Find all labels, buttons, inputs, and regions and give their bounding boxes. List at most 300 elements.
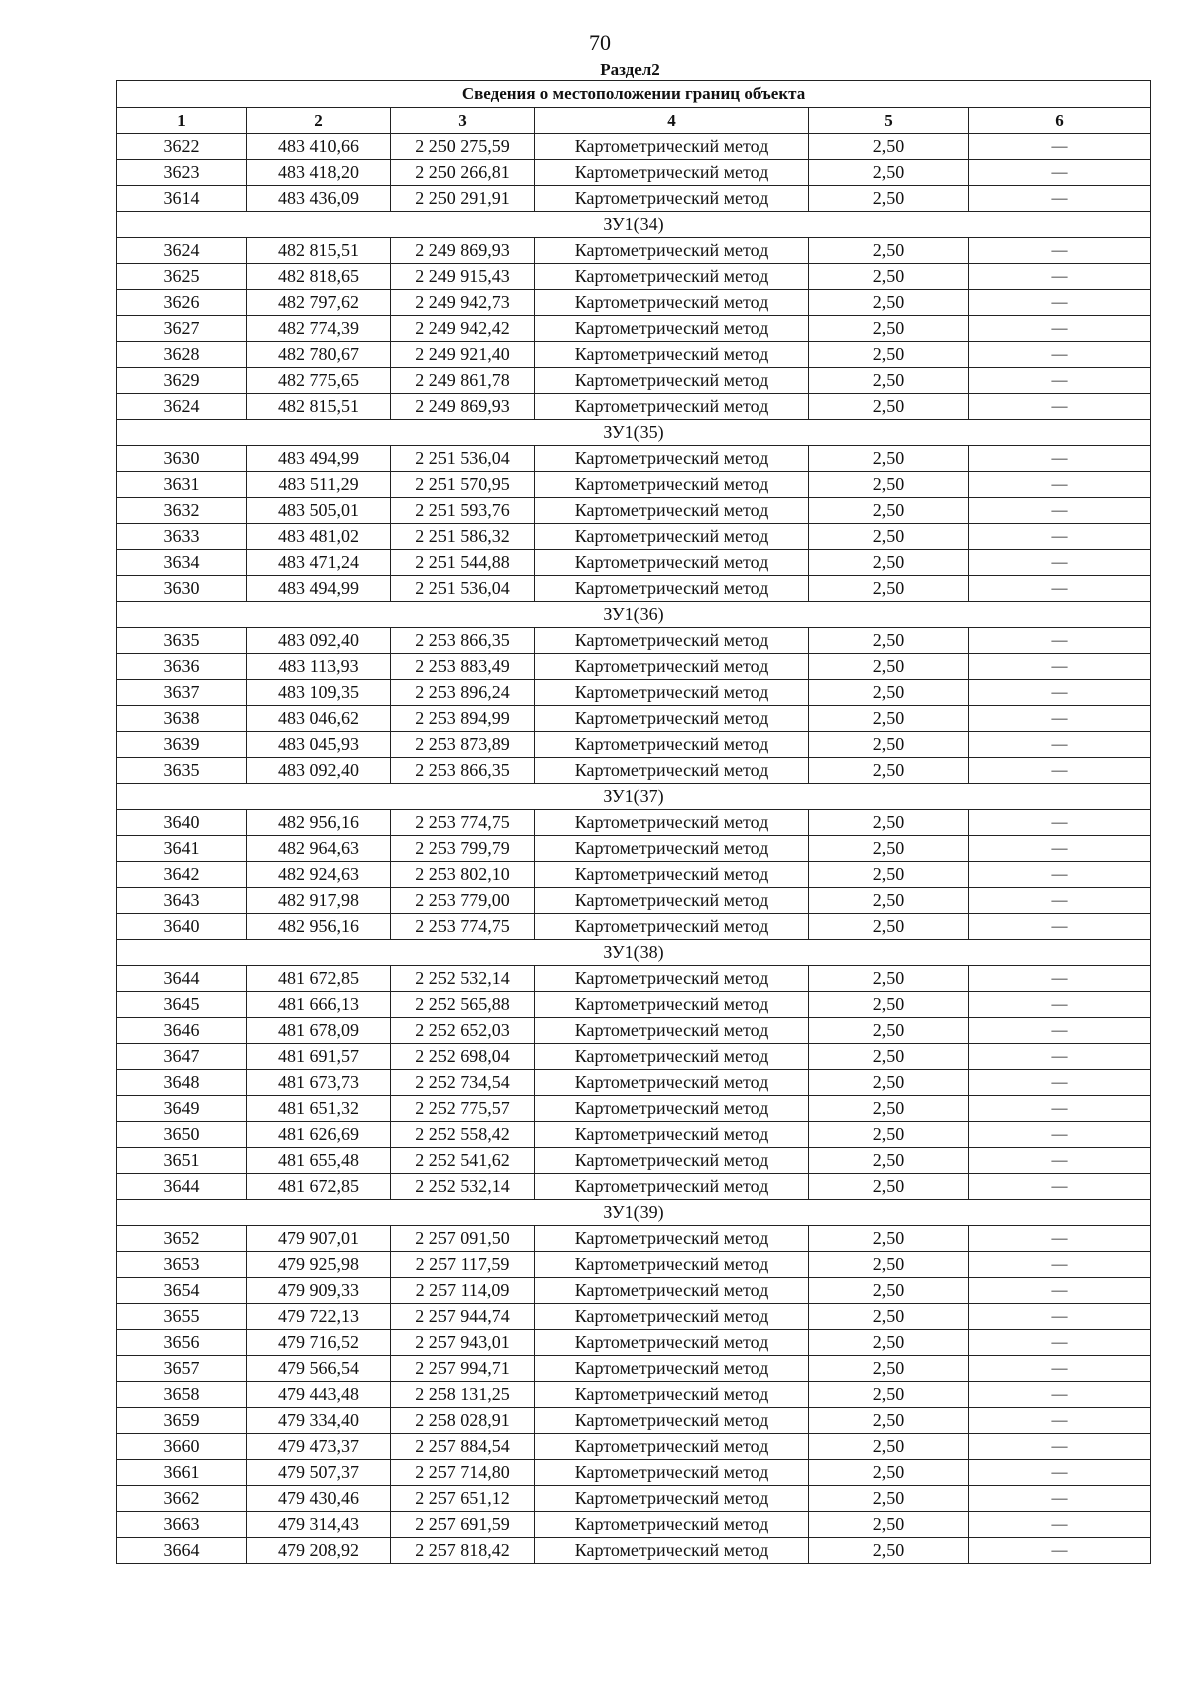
- description-cell: —: [969, 1096, 1151, 1122]
- y-coordinate-cell: 2 253 774,75: [391, 914, 535, 940]
- x-coordinate-cell: 482 797,62: [247, 290, 391, 316]
- table-row: [117, 1382, 1151, 1408]
- accuracy-cell: 2,50: [809, 758, 969, 784]
- point-number-cell: 3614: [117, 186, 247, 212]
- method-cell: Картометрический метод: [535, 446, 809, 472]
- table-row: [117, 186, 1151, 212]
- method-cell: Картометрический метод: [535, 628, 809, 654]
- x-coordinate-cell: 482 815,51: [247, 238, 391, 264]
- accuracy-cell: 2,50: [809, 1460, 969, 1486]
- point-number-cell: 3645: [117, 992, 247, 1018]
- method-cell: Картометрический метод: [535, 134, 809, 160]
- y-coordinate-cell: 2 249 869,93: [391, 394, 535, 420]
- method-cell: Картометрический метод: [535, 1096, 809, 1122]
- accuracy-cell: 2,50: [809, 836, 969, 862]
- point-number-cell: 3664: [117, 1538, 247, 1564]
- y-coordinate-cell: 2 257 714,80: [391, 1460, 535, 1486]
- accuracy-cell: 2,50: [809, 524, 969, 550]
- table-caption: Сведения о местоположении границ объекта: [117, 81, 1151, 108]
- point-number-cell: 3623: [117, 160, 247, 186]
- y-coordinate-cell: 2 249 942,42: [391, 316, 535, 342]
- y-coordinate-cell: 2 258 028,91: [391, 1408, 535, 1434]
- point-number-cell: 3644: [117, 1174, 247, 1200]
- description-cell: —: [969, 1148, 1151, 1174]
- description-cell: —: [969, 914, 1151, 940]
- point-number-cell: 3662: [117, 1486, 247, 1512]
- table-row: [117, 758, 1151, 784]
- method-cell: Картометрический метод: [535, 264, 809, 290]
- method-cell: Картометрический метод: [535, 368, 809, 394]
- description-cell: —: [969, 394, 1151, 420]
- point-number-cell: 3625: [117, 264, 247, 290]
- method-cell: Картометрический метод: [535, 1356, 809, 1382]
- description-cell: —: [969, 680, 1151, 706]
- point-number-cell: 3656: [117, 1330, 247, 1356]
- method-cell: Картометрический метод: [535, 732, 809, 758]
- method-cell: Картометрический метод: [535, 1044, 809, 1070]
- x-coordinate-cell: 481 672,85: [247, 1174, 391, 1200]
- accuracy-cell: 2,50: [809, 1044, 969, 1070]
- description-cell: —: [969, 966, 1151, 992]
- description-cell: —: [969, 160, 1151, 186]
- y-coordinate-cell: 2 249 942,73: [391, 290, 535, 316]
- description-cell: —: [969, 186, 1151, 212]
- x-coordinate-cell: 481 651,32: [247, 1096, 391, 1122]
- x-coordinate-cell: 483 109,35: [247, 680, 391, 706]
- method-cell: Картометрический метод: [535, 758, 809, 784]
- description-cell: —: [969, 654, 1151, 680]
- method-cell: Картометрический метод: [535, 238, 809, 264]
- method-cell: Картометрический метод: [535, 342, 809, 368]
- table-row: [117, 1018, 1151, 1044]
- accuracy-cell: 2,50: [809, 1304, 969, 1330]
- section-title: Раздел2: [600, 60, 660, 79]
- x-coordinate-cell: 481 655,48: [247, 1148, 391, 1174]
- table-caption-row: [117, 81, 1151, 108]
- method-cell: Картометрический метод: [535, 472, 809, 498]
- x-coordinate-cell: 482 917,98: [247, 888, 391, 914]
- table-row: [117, 1278, 1151, 1304]
- description-cell: —: [969, 1330, 1151, 1356]
- description-cell: —: [969, 1226, 1151, 1252]
- table-row: [117, 1356, 1151, 1382]
- description-cell: —: [969, 1434, 1151, 1460]
- point-number-cell: 3659: [117, 1408, 247, 1434]
- description-cell: —: [969, 316, 1151, 342]
- description-cell: —: [969, 1486, 1151, 1512]
- point-number-cell: 3640: [117, 810, 247, 836]
- method-cell: Картометрический метод: [535, 1382, 809, 1408]
- method-cell: Картометрический метод: [535, 1070, 809, 1096]
- description-cell: —: [969, 1252, 1151, 1278]
- description-cell: —: [969, 1538, 1151, 1564]
- x-coordinate-cell: 482 818,65: [247, 264, 391, 290]
- description-cell: —: [969, 1408, 1151, 1434]
- group-row: [117, 940, 1151, 966]
- table-row: [117, 1408, 1151, 1434]
- x-coordinate-cell: 481 626,69: [247, 1122, 391, 1148]
- table-row: [117, 1460, 1151, 1486]
- method-cell: Картометрический метод: [535, 1226, 809, 1252]
- x-coordinate-cell: 483 481,02: [247, 524, 391, 550]
- method-cell: Картометрический метод: [535, 1408, 809, 1434]
- method-cell: Картометрический метод: [535, 1252, 809, 1278]
- table-row: [117, 1304, 1151, 1330]
- x-coordinate-cell: 483 045,93: [247, 732, 391, 758]
- x-coordinate-cell: 482 774,39: [247, 316, 391, 342]
- table-row: [117, 1538, 1151, 1564]
- accuracy-cell: 2,50: [809, 706, 969, 732]
- x-coordinate-cell: 481 678,09: [247, 1018, 391, 1044]
- x-coordinate-cell: 482 924,63: [247, 862, 391, 888]
- x-coordinate-cell: 479 566,54: [247, 1356, 391, 1382]
- table-row: [117, 1226, 1151, 1252]
- accuracy-cell: 2,50: [809, 732, 969, 758]
- x-coordinate-cell: 483 046,62: [247, 706, 391, 732]
- method-cell: Картометрический метод: [535, 186, 809, 212]
- method-cell: Картометрический метод: [535, 1486, 809, 1512]
- accuracy-cell: 2,50: [809, 680, 969, 706]
- point-number-cell: 3630: [117, 446, 247, 472]
- y-coordinate-cell: 2 258 131,25: [391, 1382, 535, 1408]
- table-row: [117, 1434, 1151, 1460]
- description-cell: —: [969, 836, 1151, 862]
- point-number-cell: 3635: [117, 628, 247, 654]
- table-row: [117, 1252, 1151, 1278]
- point-number-cell: 3650: [117, 1122, 247, 1148]
- method-cell: Картометрический метод: [535, 992, 809, 1018]
- accuracy-cell: 2,50: [809, 1330, 969, 1356]
- point-number-cell: 3654: [117, 1278, 247, 1304]
- x-coordinate-cell: 479 430,46: [247, 1486, 391, 1512]
- table-row: [117, 446, 1151, 472]
- x-coordinate-cell: 479 473,37: [247, 1434, 391, 1460]
- y-coordinate-cell: 2 253 802,10: [391, 862, 535, 888]
- y-coordinate-cell: 2 253 883,49: [391, 654, 535, 680]
- description-cell: —: [969, 1174, 1151, 1200]
- y-coordinate-cell: 2 252 532,14: [391, 1174, 535, 1200]
- description-cell: —: [969, 264, 1151, 290]
- description-cell: —: [969, 524, 1151, 550]
- point-number-cell: 3634: [117, 550, 247, 576]
- point-number-cell: 3657: [117, 1356, 247, 1382]
- accuracy-cell: 2,50: [809, 446, 969, 472]
- y-coordinate-cell: 2 252 558,42: [391, 1122, 535, 1148]
- description-cell: —: [969, 1070, 1151, 1096]
- point-number-cell: 3633: [117, 524, 247, 550]
- table-row: [117, 550, 1151, 576]
- page-number: 70: [589, 30, 611, 55]
- accuracy-cell: 2,50: [809, 914, 969, 940]
- table-row: [117, 680, 1151, 706]
- y-coordinate-cell: 2 252 652,03: [391, 1018, 535, 1044]
- point-number-cell: 3647: [117, 1044, 247, 1070]
- description-cell: —: [969, 498, 1151, 524]
- description-cell: —: [969, 758, 1151, 784]
- x-coordinate-cell: 482 780,67: [247, 342, 391, 368]
- table-row: [117, 966, 1151, 992]
- x-coordinate-cell: 483 494,99: [247, 576, 391, 602]
- method-cell: Картометрический метод: [535, 160, 809, 186]
- x-coordinate-cell: 483 471,24: [247, 550, 391, 576]
- method-cell: Картометрический метод: [535, 888, 809, 914]
- point-number-cell: 3639: [117, 732, 247, 758]
- y-coordinate-cell: 2 252 775,57: [391, 1096, 535, 1122]
- table-row: [117, 914, 1151, 940]
- point-number-cell: 3661: [117, 1460, 247, 1486]
- y-coordinate-cell: 2 253 894,99: [391, 706, 535, 732]
- accuracy-cell: 2,50: [809, 966, 969, 992]
- description-cell: —: [969, 992, 1151, 1018]
- x-coordinate-cell: 482 815,51: [247, 394, 391, 420]
- table-row: [117, 992, 1151, 1018]
- y-coordinate-cell: 2 249 915,43: [391, 264, 535, 290]
- accuracy-cell: 2,50: [809, 394, 969, 420]
- point-number-cell: 3653: [117, 1252, 247, 1278]
- accuracy-cell: 2,50: [809, 810, 969, 836]
- x-coordinate-cell: 479 208,92: [247, 1538, 391, 1564]
- accuracy-cell: 2,50: [809, 1408, 969, 1434]
- table-row: [117, 654, 1151, 680]
- method-cell: Картометрический метод: [535, 966, 809, 992]
- group-label: ЗУ1(34): [117, 212, 1151, 238]
- y-coordinate-cell: 2 250 291,91: [391, 186, 535, 212]
- y-coordinate-cell: 2 252 532,14: [391, 966, 535, 992]
- table-row: [117, 134, 1151, 160]
- table-row: [117, 576, 1151, 602]
- method-cell: Картометрический метод: [535, 1434, 809, 1460]
- group-row: [117, 212, 1151, 238]
- method-cell: Картометрический метод: [535, 1122, 809, 1148]
- group-row: [117, 784, 1151, 810]
- description-cell: —: [969, 446, 1151, 472]
- point-number-cell: 3638: [117, 706, 247, 732]
- x-coordinate-cell: 481 666,13: [247, 992, 391, 1018]
- group-label: ЗУ1(35): [117, 420, 1151, 446]
- table-row: [117, 342, 1151, 368]
- description-cell: —: [969, 576, 1151, 602]
- method-cell: Картометрический метод: [535, 576, 809, 602]
- x-coordinate-cell: 482 775,65: [247, 368, 391, 394]
- method-cell: Картометрический метод: [535, 524, 809, 550]
- table-row: [117, 628, 1151, 654]
- table-row: [117, 1044, 1151, 1070]
- x-coordinate-cell: 483 113,93: [247, 654, 391, 680]
- accuracy-cell: 2,50: [809, 1122, 969, 1148]
- x-coordinate-cell: 479 334,40: [247, 1408, 391, 1434]
- accuracy-cell: 2,50: [809, 368, 969, 394]
- accuracy-cell: 2,50: [809, 186, 969, 212]
- accuracy-cell: 2,50: [809, 134, 969, 160]
- point-number-cell: 3640: [117, 914, 247, 940]
- x-coordinate-cell: 479 716,52: [247, 1330, 391, 1356]
- x-coordinate-cell: 479 907,01: [247, 1226, 391, 1252]
- column-header: 5: [809, 108, 969, 134]
- accuracy-cell: 2,50: [809, 1070, 969, 1096]
- point-number-cell: 3660: [117, 1434, 247, 1460]
- table-row: [117, 368, 1151, 394]
- y-coordinate-cell: 2 249 921,40: [391, 342, 535, 368]
- x-coordinate-cell: 483 410,66: [247, 134, 391, 160]
- x-coordinate-cell: 481 691,57: [247, 1044, 391, 1070]
- y-coordinate-cell: 2 253 799,79: [391, 836, 535, 862]
- point-number-cell: 3651: [117, 1148, 247, 1174]
- table-row: [117, 810, 1151, 836]
- x-coordinate-cell: 483 092,40: [247, 628, 391, 654]
- method-cell: Картометрический метод: [535, 680, 809, 706]
- method-cell: Картометрический метод: [535, 1278, 809, 1304]
- description-cell: —: [969, 134, 1151, 160]
- group-label: ЗУ1(39): [117, 1200, 1151, 1226]
- column-header: 2: [247, 108, 391, 134]
- y-coordinate-cell: 2 257 818,42: [391, 1538, 535, 1564]
- method-cell: Картометрический метод: [535, 498, 809, 524]
- accuracy-cell: 2,50: [809, 628, 969, 654]
- point-number-cell: 3649: [117, 1096, 247, 1122]
- description-cell: —: [969, 732, 1151, 758]
- table-row: [117, 1148, 1151, 1174]
- description-cell: —: [969, 810, 1151, 836]
- method-cell: Картометрический метод: [535, 1148, 809, 1174]
- point-number-cell: 3658: [117, 1382, 247, 1408]
- description-cell: —: [969, 1278, 1151, 1304]
- table-row: [117, 1070, 1151, 1096]
- accuracy-cell: 2,50: [809, 992, 969, 1018]
- point-number-cell: 3652: [117, 1226, 247, 1252]
- point-number-cell: 3642: [117, 862, 247, 888]
- point-number-cell: 3628: [117, 342, 247, 368]
- point-number-cell: 3635: [117, 758, 247, 784]
- y-coordinate-cell: 2 257 944,74: [391, 1304, 535, 1330]
- method-cell: Картометрический метод: [535, 862, 809, 888]
- y-coordinate-cell: 2 253 866,35: [391, 628, 535, 654]
- method-cell: Картометрический метод: [535, 836, 809, 862]
- table-row: [117, 1330, 1151, 1356]
- x-coordinate-cell: 482 956,16: [247, 810, 391, 836]
- column-header-row: [117, 108, 1151, 134]
- method-cell: Картометрический метод: [535, 1460, 809, 1486]
- y-coordinate-cell: 2 252 734,54: [391, 1070, 535, 1096]
- y-coordinate-cell: 2 253 873,89: [391, 732, 535, 758]
- description-cell: —: [969, 1304, 1151, 1330]
- accuracy-cell: 2,50: [809, 576, 969, 602]
- accuracy-cell: 2,50: [809, 290, 969, 316]
- point-number-cell: 3637: [117, 680, 247, 706]
- column-header: 4: [535, 108, 809, 134]
- method-cell: Картометрический метод: [535, 914, 809, 940]
- accuracy-cell: 2,50: [809, 1226, 969, 1252]
- table-row: [117, 160, 1151, 186]
- y-coordinate-cell: 2 249 869,93: [391, 238, 535, 264]
- x-coordinate-cell: 483 092,40: [247, 758, 391, 784]
- boundary-coordinates-table: [116, 80, 1151, 1564]
- table-row: [117, 1122, 1151, 1148]
- table-row: [117, 498, 1151, 524]
- accuracy-cell: 2,50: [809, 1252, 969, 1278]
- description-cell: —: [969, 1044, 1151, 1070]
- accuracy-cell: 2,50: [809, 1356, 969, 1382]
- accuracy-cell: 2,50: [809, 1538, 969, 1564]
- point-number-cell: 3641: [117, 836, 247, 862]
- accuracy-cell: 2,50: [809, 1434, 969, 1460]
- accuracy-cell: 2,50: [809, 862, 969, 888]
- method-cell: Картометрический метод: [535, 1538, 809, 1564]
- table-row: [117, 706, 1151, 732]
- table-row: [117, 1486, 1151, 1512]
- accuracy-cell: 2,50: [809, 238, 969, 264]
- point-number-cell: 3643: [117, 888, 247, 914]
- x-coordinate-cell: 479 443,48: [247, 1382, 391, 1408]
- method-cell: Картометрический метод: [535, 290, 809, 316]
- method-cell: Картометрический метод: [535, 706, 809, 732]
- method-cell: Картометрический метод: [535, 394, 809, 420]
- x-coordinate-cell: 479 925,98: [247, 1252, 391, 1278]
- table-row: [117, 1512, 1151, 1538]
- y-coordinate-cell: 2 251 593,76: [391, 498, 535, 524]
- y-coordinate-cell: 2 257 884,54: [391, 1434, 535, 1460]
- accuracy-cell: 2,50: [809, 1278, 969, 1304]
- method-cell: Картометрический метод: [535, 810, 809, 836]
- y-coordinate-cell: 2 253 779,00: [391, 888, 535, 914]
- method-cell: Картометрический метод: [535, 550, 809, 576]
- accuracy-cell: 2,50: [809, 472, 969, 498]
- y-coordinate-cell: 2 252 541,62: [391, 1148, 535, 1174]
- description-cell: —: [969, 472, 1151, 498]
- y-coordinate-cell: 2 253 774,75: [391, 810, 535, 836]
- point-number-cell: 3632: [117, 498, 247, 524]
- y-coordinate-cell: 2 251 586,32: [391, 524, 535, 550]
- table-row: [117, 888, 1151, 914]
- y-coordinate-cell: 2 250 275,59: [391, 134, 535, 160]
- accuracy-cell: 2,50: [809, 264, 969, 290]
- accuracy-cell: 2,50: [809, 498, 969, 524]
- table-row: [117, 1096, 1151, 1122]
- accuracy-cell: 2,50: [809, 342, 969, 368]
- accuracy-cell: 2,50: [809, 1148, 969, 1174]
- table-row: [117, 472, 1151, 498]
- y-coordinate-cell: 2 250 266,81: [391, 160, 535, 186]
- accuracy-cell: 2,50: [809, 888, 969, 914]
- table-row: [117, 524, 1151, 550]
- point-number-cell: 3624: [117, 238, 247, 264]
- point-number-cell: 3663: [117, 1512, 247, 1538]
- x-coordinate-cell: 483 494,99: [247, 446, 391, 472]
- description-cell: —: [969, 290, 1151, 316]
- description-cell: —: [969, 1512, 1151, 1538]
- accuracy-cell: 2,50: [809, 160, 969, 186]
- y-coordinate-cell: 2 257 691,59: [391, 1512, 535, 1538]
- x-coordinate-cell: 479 507,37: [247, 1460, 391, 1486]
- table-row: [117, 264, 1151, 290]
- y-coordinate-cell: 2 251 544,88: [391, 550, 535, 576]
- y-coordinate-cell: 2 252 565,88: [391, 992, 535, 1018]
- description-cell: —: [969, 342, 1151, 368]
- description-cell: —: [969, 1122, 1151, 1148]
- x-coordinate-cell: 482 964,63: [247, 836, 391, 862]
- group-label: ЗУ1(38): [117, 940, 1151, 966]
- point-number-cell: 3636: [117, 654, 247, 680]
- table-row: [117, 836, 1151, 862]
- description-cell: —: [969, 1382, 1151, 1408]
- group-row: [117, 1200, 1151, 1226]
- method-cell: Картометрический метод: [535, 1018, 809, 1044]
- accuracy-cell: 2,50: [809, 1486, 969, 1512]
- description-cell: —: [969, 550, 1151, 576]
- table-row: [117, 238, 1151, 264]
- y-coordinate-cell: 2 251 570,95: [391, 472, 535, 498]
- description-cell: —: [969, 1018, 1151, 1044]
- group-label: ЗУ1(37): [117, 784, 1151, 810]
